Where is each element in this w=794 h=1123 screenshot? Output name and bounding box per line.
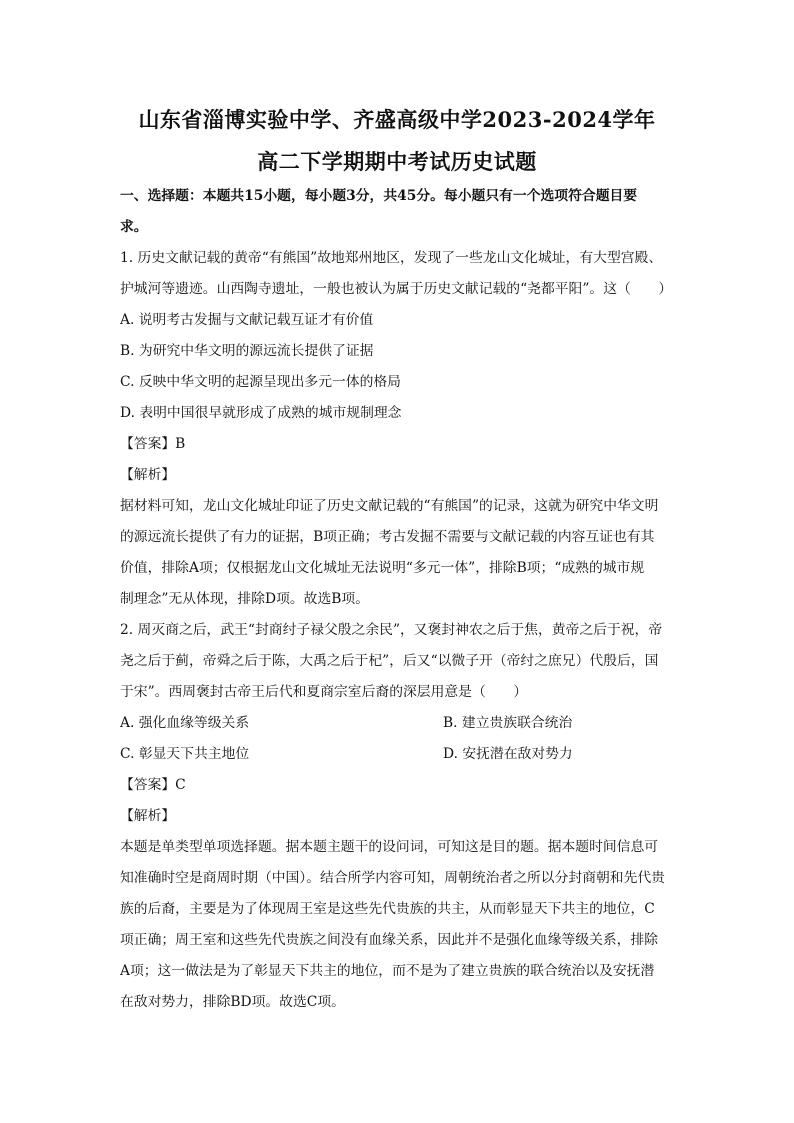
q1-option-b: B. 为研究中华文明的源远流长提供了证据 [120,343,374,359]
q2-stem-line: 2. 周灭商之后，武王“封商纣子禄父殷之余民”，又褒封神农之后于焦，黄帝之后于祝，帝 [120,622,663,638]
q2-answer: 【答案】C [120,777,186,793]
section-header-line: 求。 [120,219,148,235]
q2-stem-line: 于宋”。西周褒封古帝王后代和夏商宗室后裔的深层用意是（ ） [120,684,528,700]
q2-option-a: A. 强化血缘等级关系 [120,715,250,731]
q2-option-b: B. 建立贵族联合统治 [443,715,573,731]
q1-answer: 【答案】B [120,436,186,452]
q1-analysis-line: 制理念”无从体现，排除D项。故选B项。 [120,591,370,607]
q1-option-a: A. 说明考古发掘与文献记载互证才有价值 [120,312,374,328]
q2-option-d: D. 安抚潜在敌对势力 [443,746,573,762]
q1-analysis-label: 【解析】 [120,467,176,483]
q1-option-d: D. 表明中国很早就形成了成熟的城市规制理念 [120,405,402,421]
q1-analysis-line: 价值，排除A项；仅根据龙山文化城址无法说明“多元一体”，排除B项；“成熟的城市规 [120,560,645,576]
page-subtitle: 高二下学期期中考试历史试题 [257,149,537,174]
q2-analysis-label: 【解析】 [120,808,176,824]
q1-analysis-line: 据材料可知，龙山文化城址印证了历史文献记载的“有熊国”的记录，这就为研究中华文明 [120,498,659,514]
page-title: 山东省淄博实验中学、齐盛高级中学2023-2024学年 [138,107,656,132]
q2-analysis-line: A项；这一做法是为了彰显天下共主的地位，而不是为了建立贵族的联合统治以及安抚潜 [120,963,655,979]
q1-stem-line: 护城河等遗迹。山西陶寺遗址，一般也被认为属于历史文献记载的“尧都平阳”。这（ ） [120,281,673,297]
q1-option-c: C. 反映中华文明的起源呈现出多元一体的格局 [120,374,401,390]
q2-option-c: C. 彰显天下共主地位 [120,746,250,762]
q2-analysis-line: 本题是单类型单项选择题。据本题主题干的设问词，可知这是目的题。据本题时间信息可 [120,839,659,855]
q2-analysis-line: 知准确时空是商周时期（中国）。结合所学内容可知，周朝统治者之所以分封商朝和先代贵 [120,870,665,886]
q2-stem-line: 尧之后于蓟，帝舜之后于陈，大禹之后于杞”，后又“以微子开（帝纣之庶兄）代殷后，国 [120,653,659,669]
q2-analysis-line: 在敌对势力，排除BD项。故选C项。 [120,994,345,1010]
section-header-line: 一、选择题：本题共15小题，每小题3分，共45分。每小题只有一个选项符合题目要 [120,188,638,204]
q1-stem-line: 1. 历史文献记载的黄帝“有熊国”故地郑州地区，发现了一些龙山文化城址，有大型宫殿、 [120,250,663,266]
q2-analysis-line: 族的后裔，主要是为了体现周王室是这些先代贵族的共主，从而彰显天下共主的地位，C [120,901,655,917]
q2-analysis-line: 项正确；周王室和这些先代贵族之间没有血缘关系，因此并不是强化血缘等级关系，排除 [120,932,659,948]
q1-analysis-line: 的源远流长提供了有力的证据，B项正确；考古发掘不需要与文献记载的内容互证也有其 [120,529,655,545]
